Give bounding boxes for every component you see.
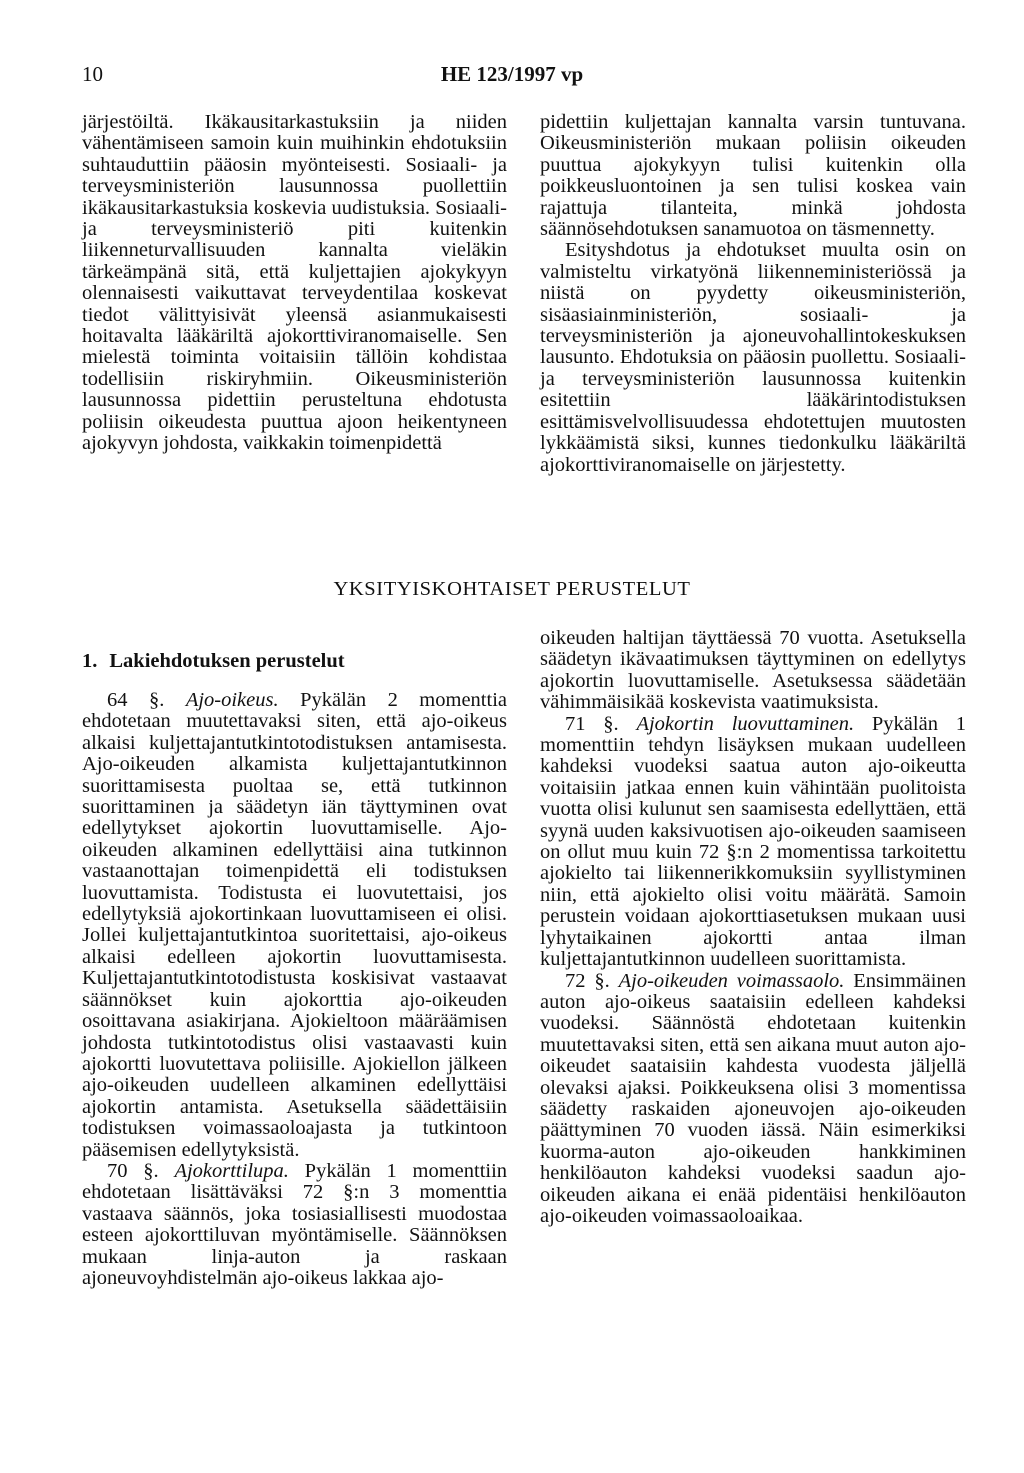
paragraph: järjestöiltä. Ikäkausitarkastuksiin ja niiden vähentämiseen samoin kuin muihinkin ehdotuksiin suhtauduttiin pääosin myönteisesti. Sosiaali- ja terveysministeriön lausunnossa puollettiin ikäkausitarkastuksia koskevia uudistuksia. Sosiaali- ja terveysministeriö piti kuitenkin liikenneturvallisuuden kannalta vieläkin tärkeämpänä sitä, että kuljettajien ajokykyyn olennaisesti vaikuttavat terveydentilaa koskevat tiedot välittyisivät yleensä asianmukaisesti hoitavalta lääkäriltä ajokorttiviranomaiselle. Sen mielestä toiminta voitaisiin tällöin kohdistaa todellisiin riskiryhmiin. Oikeusministeriön lausunnossa pidettiin perusteltuna ehdotusta poliisin oikeudesta puuttua ajoon heikentyneen ajokyvyn johdosta, vaikkakin toimenpidettä xyxy=(82,111,507,455)
paragraph: Esityshdotus ja ehdotukset muulta osin on valmisteltu virkatyönä liikenneministeriössä ja niistä on pyydetty oikeusministeriön, sisäasiainministeriön, sosiaali- ja terveysministeriön ja ajoneuvohallintokeskuksen lausunto. Ehdotuksia on pääosin puollettu. Sosiaali- ja terveysministeriön lausunnossa kuitenkin esitettiin lääkärintodistuksen esittämisvelvollisuudessa ehdotettujen muutosten lykkäämistä siksi, kunnes tiedonkulku lääkäriltä ajokorttiviranomaiselle on järjestetty. xyxy=(540,239,966,476)
section-body: Pykälän 1 momenttiin tehdyn lisäyksen mukaan uudelleen kahdeksi vuodeksi saatua auton ajo-oikeutta voitaisiin jatkaa ennen kuin vähintään puolitoista vuotta olisi kulunut sen saamisesta edellyttäen, että syynä uuden kaksivuotisen ajo-oikeuden saamiseen on ollut muu kuin 72 §:n 2 momentissa tarkoitettu ajokielto tai liikennerikkomuksiin syyllistyminen niin, että ajokielto olisi voitu määrätä. Samoin perustein voidaan ajokorttiasetuksen mukaan uusi lyhytaikainen ajokortti antaa ilman kuljettajantutkinnon uudelleen suorittamista. xyxy=(540,712,966,971)
paragraph-64 xyxy=(82,690,507,1161)
section-title: Ajo-oikeus. xyxy=(185,689,279,711)
section-heading: YKSITYISKOHTAISET PERUSTELUT xyxy=(333,578,691,600)
section-body: Ensimmäinen auton ajo-oikeus saataisiin edelleen kahdeksi vuodeksi. Säännöstä ehdotetaan kuitenkin muutettavaksi siten, että sen aikana muut auton ajo-oikeudet saataisiin kahdesta vuodesta jäljellä olevaksi ajaksi. Poikkeuksena olisi 3 momentissa säädetty raskaiden ajoneuvojen ajo-oikeuden päättyminen 70 vuoden iässä. Näin esimerkiksi kuorma-auton ajo-oikeuden hankkiminen henkilöauton kahdeksi vuodeksi saadun ajo-oikeuden aikana ei enää pidentäisi henkilöauton ajo-oikeuden voimassaoloaikaa. xyxy=(540,969,967,1227)
sub-heading-title: Lakiehdotuksen perustelut xyxy=(109,650,345,672)
paragraph-70 xyxy=(82,1161,507,1289)
document-id: HE 123/1997 vp xyxy=(440,62,584,86)
paragraph-71 xyxy=(540,714,966,971)
top-right-column xyxy=(540,112,966,476)
sub-heading xyxy=(82,650,345,673)
section-ref: 71 §. xyxy=(565,712,619,735)
section-title: Ajokorttilupa. xyxy=(174,1159,289,1182)
section-title: Ajokortin luovuttaminen. xyxy=(636,712,855,735)
section-ref: 64 §. xyxy=(107,689,165,711)
paragraph: pidettiin kuljettajan kannalta varsin tuntuvana. Oikeusministeriön mukaan poliisin oikeuden puuttua ajokykyyn tulisi kuitenkin olla poikkeusluontoinen ja sen tulisi koskea vain rajattuja tilanteita, minkä johdosta säännösehdotuksen sanamuotoa on täsmennetty. xyxy=(540,111,966,241)
page-number: 10 xyxy=(82,62,103,86)
section-ref: 72 §. xyxy=(565,969,610,992)
bottom-right-column xyxy=(540,628,966,1227)
bottom-left-column xyxy=(82,690,507,1289)
paragraph-72 xyxy=(540,971,966,1228)
section-body: Pykälän 1 momenttiin ehdotetaan lisättäväksi 72 §:n 3 momenttia vastaava säännös, joka tosiasiallisesti muodostaa esteen ajokorttiluvan myöntämiselle. Säännöksen mukaan linja-auton ja raskaan ajoneuvoyhdistelmän ajo-oikeus lakkaa ajo- xyxy=(82,1159,508,1289)
sub-heading-number: 1. xyxy=(82,650,98,672)
paragraph: oikeuden haltijan täyttäessä 70 vuotta. Asetuksella säädetyn ikävaatimuksen täyttyminen on edellytys ajokortin luovuttamiselle. Asetuksessa säädetään vähimmäisikää koskevista vaatimuksista. xyxy=(540,627,966,714)
section-ref: 70 §. xyxy=(107,1159,159,1182)
section-title: Ajo-oikeuden voimassaolo. xyxy=(618,969,845,992)
section-body: Pykälän 2 momenttia ehdotetaan muutettavaksi siten, että ajo-oikeus alkaisi kuljettajantutkintotodistuksen antamisesta. Ajo-oikeuden alkamista kuljettajantutkinnon suorittamisesta puoltaa se, että tutkinnon suorittaminen ja säädetyn iän täyttyminen ovat edellytykset ajokortin luovuttamiselle. Ajo-oikeuden alkaminen edellyttäisi aina tutkinnon vastaanottajan toimenpidettä eli todistuksen luovuttamista. Todistusta ei luovutettaisi, jos edellytyksiä ajokortinkaan luovuttamiseen ei olisi. Jollei kuljettajantutkintoa suoritettaisi, ajo-oikeus alkaisi edelleen ajokortin luovuttamisesta. Kuljettajantutkintotodistusta koskisivat vastaavat säännökset kuin ajokorttia ajo-oikeuden osoittavana asiakirjana. Ajokieltoon määräämisen johdosta tutkintotodistus olisi vastaavasti kuin ajokortti luovutettava poliisille. Ajokiellon jälkeen ajo-oikeuden uudelleen alkaminen edellyttäisi ajokortin antamista. Asetuksella säädettäisiin todistuksen voimassaoloajasta ja tutkintoon pääsemisen edellytyksistä. xyxy=(82,689,507,1161)
top-left-column xyxy=(82,112,507,455)
